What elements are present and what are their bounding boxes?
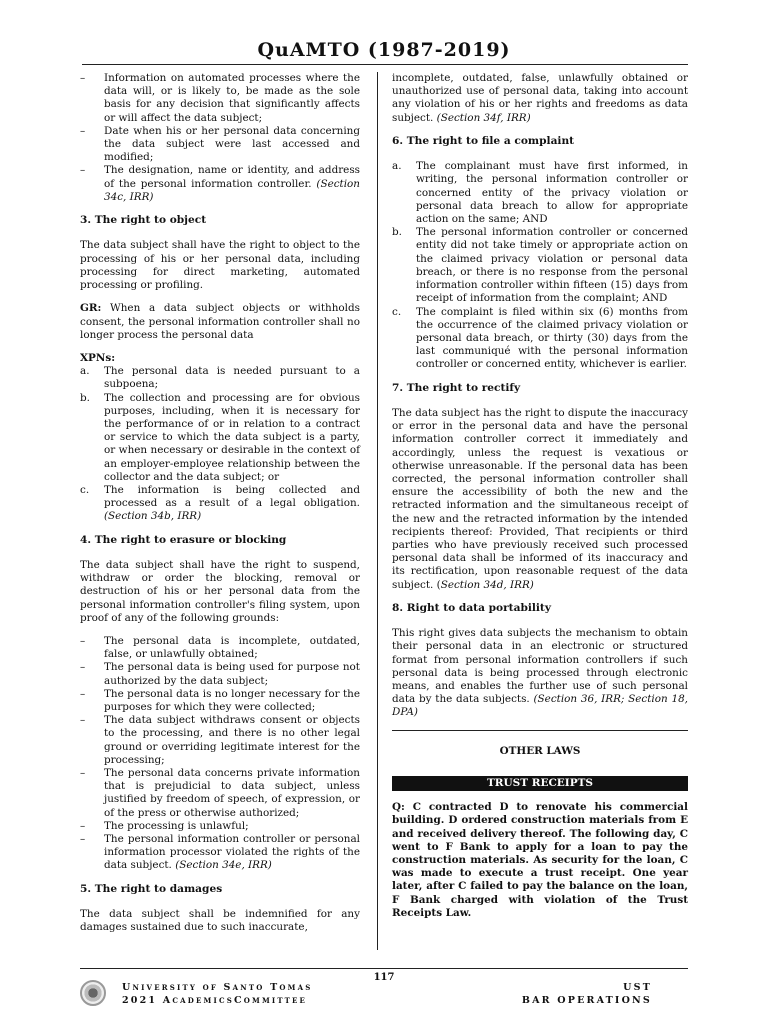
continued-paragraph	[392, 72, 688, 125]
trust-receipts-banner: TRUST RECEIPTS	[392, 776, 688, 791]
question-paragraph: Q: C contracted D to renovate his commercial building. D ordered construction materials from E and received delivery thereof. The following day, C went to F Bank to apply for a loan to pay the construction materials. As security for the loan, C was made to execute a trust receipt. One year later, after C failed to pay the balance on the loan, F Bank charged with violation of the Trust Receipts Law.	[392, 801, 688, 919]
list-item: – The personal data is no longer necessary for the purposes for which they were collected;	[80, 688, 360, 714]
section-heading-damages: 5. The right to damages	[80, 882, 223, 895]
erasure-grounds-list	[80, 635, 360, 873]
right-column	[392, 72, 688, 930]
list-item-text: The designation, name or identity, and address of the personal information controller.	[104, 164, 360, 190]
access-items-list	[80, 72, 360, 204]
list-item	[80, 833, 360, 873]
list-marker: c.	[392, 305, 402, 318]
list-item: – The personal data is incomplete, outdated, false, or unlawfully obtained;	[80, 635, 360, 661]
list-item-text: The information is being collected and processed as a result of a legal obligation.	[104, 483, 360, 510]
other-laws-heading: OTHER LAWS	[499, 744, 581, 757]
paragraph-text: incomplete, outdated, false, unlawfully obtained or unauthorized use of personal data, taking into account any violation of his or her rights and freedoms as data subject.	[392, 72, 688, 124]
citation: (Section 34b, IRR)	[104, 510, 202, 523]
list-marker: b.	[392, 226, 402, 239]
gr-text: When a data subject objects or withholds consent, the personal information controller shall no longer process the personal data	[80, 302, 360, 341]
footer-bar-operations: BAR OPERATIONS	[521, 994, 652, 1006]
list-item: – The processing is unlawful;	[80, 820, 360, 833]
xpns-label: XPNs:	[80, 351, 116, 364]
paragraph-text: The data subject has the right to dispute the inaccuracy or error in the personal data and have the personal information controller correct it immediately and accordingly, unless the request is vexatious or otherwise unreasonable. If the personal data has been corrected, the personal information controller shall ensure the accessibility of both the new and the retracted information and the simultaneous receipt of the new and the retracted information by the intended recipients thereof: Provided, That recipients or third parties who have previously received such processed personal data shall be informed of its inaccuracy and its rectification, upon reasonable request of the data subject. (	[392, 406, 688, 591]
list-item-text: The complaint is filed within six (6) months from the occurrence of the claimed privacy violation or personal data breach, or thirty (30) days from the last communiqué with the personal information controller or concerned entity, whichever is earlier.	[416, 305, 688, 371]
list-item	[392, 306, 688, 372]
list-item-text: The personal information controller or concerned entity did not take timely or appropriate action on the claimed privacy violation or personal data breach, or there is no response from the personal information controller within fifteen (15) days from receipt of information from the complaint; AND	[416, 226, 688, 305]
list-item	[392, 160, 688, 226]
footer-ust: UST	[623, 982, 652, 993]
list-item-text: The personal data is needed pursuant to a subpoena;	[104, 365, 360, 391]
section-divider	[392, 730, 688, 731]
page-number: 117	[373, 972, 395, 983]
list-item-text: The complainant must have first informed, in writing, the personal information controller or concerned entity of the privacy violation or personal data breach to allow for appropriate action on the same; AND	[416, 160, 688, 226]
section-heading-erasure: 4. The right to erasure or blocking	[80, 533, 287, 546]
list-item: – Date when his or her personal data concerning the data subject were last accessed and modified;	[80, 125, 360, 165]
section-paragraph: The data subject shall be indemnified for any damages sustained due to such inaccurate,	[80, 908, 360, 934]
section-heading-rectify: 7. The right to rectify	[392, 381, 521, 394]
list-item: – The data subject withdraws consent or objects to the processing, and there is no other legal ground or overriding legitimate interest for the processing;	[80, 714, 360, 767]
citation: Section 34d, IRR)	[440, 578, 534, 591]
section-paragraph	[392, 407, 688, 592]
list-item: – The personal data concerns private information that is prejudicial to data subject, unless justified by freedom of speech, of expression, or of the press or otherwise authorized;	[80, 767, 360, 820]
section-paragraph: The data subject shall have the right to suspend, withdraw or order the blocking, removal or destruction of his or her personal data from the personal information controller's filing system, upon proof of any of the following grounds:	[80, 559, 360, 624]
column-divider	[377, 72, 378, 950]
footer-left	[122, 982, 312, 1008]
university-seal-icon	[80, 980, 106, 1006]
list-marker: b.	[80, 391, 90, 404]
list-marker: c.	[80, 483, 90, 496]
citation: (Section 34c, IRR)	[104, 177, 360, 203]
list-item	[392, 226, 688, 305]
list-marker: a.	[80, 365, 90, 378]
citation: (Section 36, IRR; Section 18, DPA)	[392, 693, 688, 719]
section-paragraph	[392, 627, 688, 719]
section-heading-portability: 8. Right to data portability	[392, 601, 551, 614]
left-column	[80, 72, 360, 945]
list-item: – Information on automated processes where the data will, or is likely to, be made as the sole basis for any decision that significantly affects or will affect the data subject;	[80, 72, 360, 125]
list-item: – The personal data is being used for purpose not authorized by the data subject;	[80, 661, 360, 687]
list-item	[80, 365, 360, 391]
list-item-text: The collection and processing are for obvious purposes, including, when it is necessary for the performance of or in relation to a contract or service to which the data subject is a party, or when necessary or desirable in the context of an employer-employee relationship between the collector and the data subject; or	[104, 391, 360, 483]
list-item	[80, 164, 360, 204]
list-item	[80, 484, 360, 524]
citation: (Section 34f, IRR)	[436, 111, 531, 124]
list-item	[80, 392, 360, 484]
section-heading-object: 3. The right to object	[80, 214, 207, 227]
footer-university: University of Santo Tomas	[122, 982, 313, 993]
complaint-list	[392, 160, 688, 371]
page-title: QuAMTO (1987-2019)	[257, 39, 511, 61]
gr-paragraph	[80, 302, 360, 342]
footer-divider	[80, 968, 688, 969]
paragraph-text: This right gives data subjects the mechanism to obtain their personal data in an electronic or structured format from personal information controllers if such personal data is being processed through electronic means, and enables the further use of such personal data by the data subjects.	[392, 627, 688, 706]
gr-label: GR:	[80, 302, 102, 315]
title-divider	[82, 64, 688, 65]
footer-right	[522, 982, 652, 1008]
xpns-list	[80, 365, 360, 523]
list-item-text: The personal information controller or personal information processor violated the rights of the data subject.	[104, 833, 360, 872]
section-paragraph: The data subject shall have the right to object to the processing of his or her personal data, including processing for direct marketing, automated processing or profiling.	[80, 239, 360, 292]
footer-committee: 2021 AcademicsCommittee	[122, 994, 308, 1006]
section-heading-complaint: 6. The right to file a complaint	[392, 134, 575, 147]
list-marker: a.	[392, 160, 402, 173]
citation: (Section 34e, IRR)	[175, 859, 272, 872]
